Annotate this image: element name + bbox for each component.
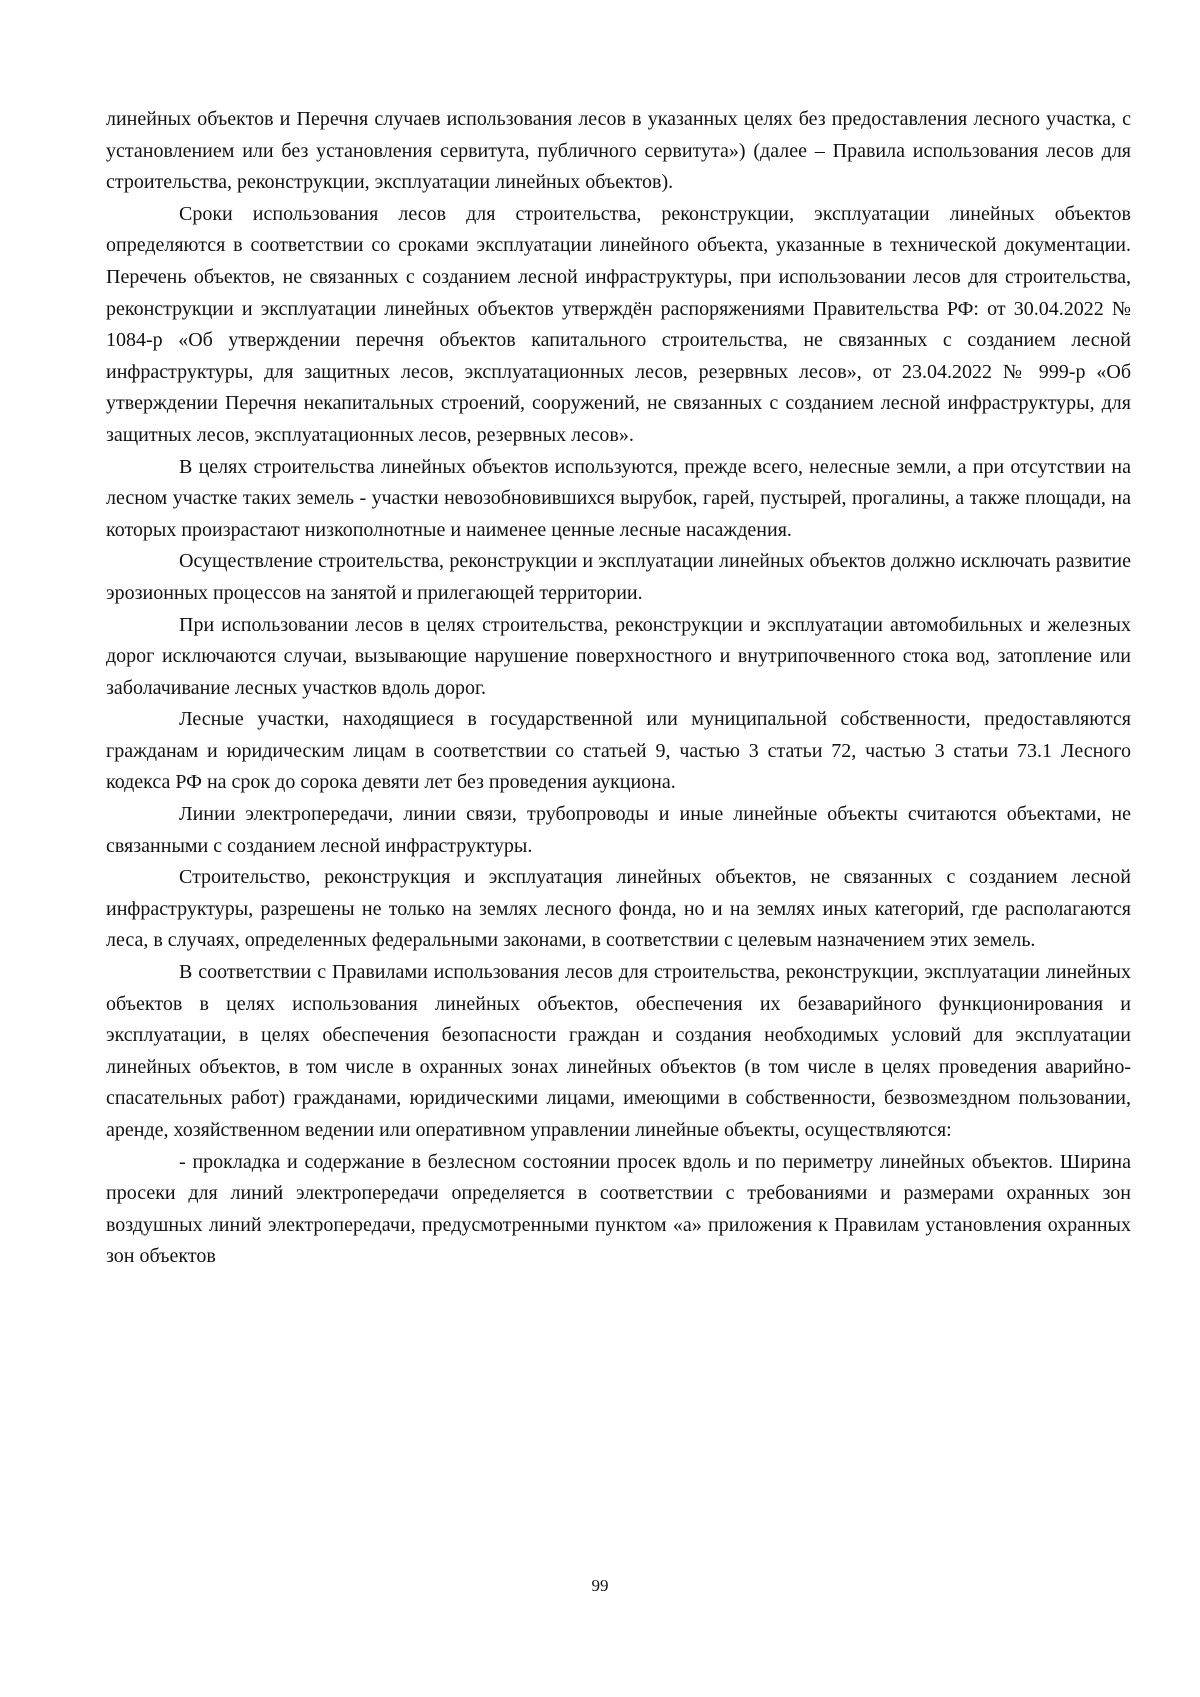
paragraph-erosion: Осуществление строительства, реконструкции и эксплуатации линейных объектов должно исключать развитие эрозионных процессов на занятой и прилегающей территории. <box>106 550 1131 604</box>
page-number: 99 <box>591 1576 609 1595</box>
paragraph-land-priority: В целях строительства линейных объектов используются, прежде всего, нелесные земли, а при отсутствии на лесном участке таких земель - участки невозобновившихся вырубок, гарей, пустырей, прогалины, а также площади, на которых произрастают низкополнотные и наименее ценные лесные насаждения. <box>106 455 1131 541</box>
paragraph-roads: При использовании лесов в целях строительства, реконструкции и эксплуатации автомобильных и железных дорог исключаются случаи, вызывающие нарушение поверхностного и внутрипочвенного стока вод, затопление или заболачивание лесных участков вдоль дорог. <box>106 613 1131 699</box>
paragraph-rules: В соответствии с Правилами использования лесов для строительства, реконструкции, эксплуатации линейных объектов в целях использования линейных объектов, обеспечения их безаварийного функционирования и эксплуатации, в целях обеспечения безопасности граждан и создания необходимых условий для эксплуатации линейных объектов, в том числе в охранных зонах линейных объектов (в том числе в целях проведения аварийно-спасательных работ) гражданами, юридическими лицами, имеющими в собственности, безвозмездном пользовании, аренде, хозяйственном ведении или оперативном управлении линейные объекты, осуществляются: <box>106 961 1131 1141</box>
paragraph-usage-terms: Сроки использования лесов для строительства, реконструкции, эксплуатации линейных объектов определяются в соответствии со сроками эксплуатации линейного объекта, указанные в технической документации. Перечень объектов, не связанных с созданием лесной инфраструктуры, при использовании лесов для строительства, реконструкции и эксплуатации линейных объектов утверждён распоряжениями Правительства РФ: от 30.04.2022 № 1084-р «Об утверждении перечня объектов капитального строительства, не связанных с созданием лесной инфраструктуры, для защитных лесов, эксплуатационных лесов, резервных лесов», от 23.04.2022 № 999-р «Об утверждении Перечня некапитальных строений, сооружений, не связанных с созданием лесной инфраструктуры, для защитных лесов, эксплуатационных лесов, резервных лесов». <box>106 202 1131 446</box>
paragraph-other-categories: Строительство, реконструкция и эксплуатация линейных объектов, не связанных с созданием лесной инфраструктуры, разрешены не только на землях лесного фонда, но и на землях иных категорий, где располагаются леса, в случаях, определенных федеральными законами, в соответствии с целевым назначением этих земель. <box>106 866 1131 952</box>
paragraph-land-plots: Лесные участки, находящиеся в государственной или муниципальной собственности, предоставляются гражданам и юридическим лицам в соответствии со статьей 9, частью 3 статьи 72, частью 3 статьи 73.1 Лесного кодекса РФ на срок до сорока девяти лет без проведения аукциона. <box>106 708 1131 794</box>
paragraph-continuation: линейных объектов и Перечня случаев использования лесов в указанных целях без предоставления лесного участка, с установлением или без установления сервитута, публичного сервитута») (далее – Правила использования лесов для строительства, реконструкции, эксплуатации линейных объектов). <box>106 108 1131 194</box>
paragraph-clearings: - прокладка и содержание в безлесном состоянии просек вдоль и по периметру линейных объектов. Ширина просеки для линий электропередачи определяется в соответствии с требованиями и размерами охранных зон воздушных линий электропередачи, предусмотренными пунктом «а» приложения к Правилам установления охранных зон объектов <box>106 1150 1131 1268</box>
paragraph-linear-objects: Линии электропередачи, линии связи, трубопроводы и иные линейные объекты считаются объектами, не связанными с созданием лесной инфраструктуры. <box>106 803 1131 857</box>
body-text <box>106 104 1131 1273</box>
